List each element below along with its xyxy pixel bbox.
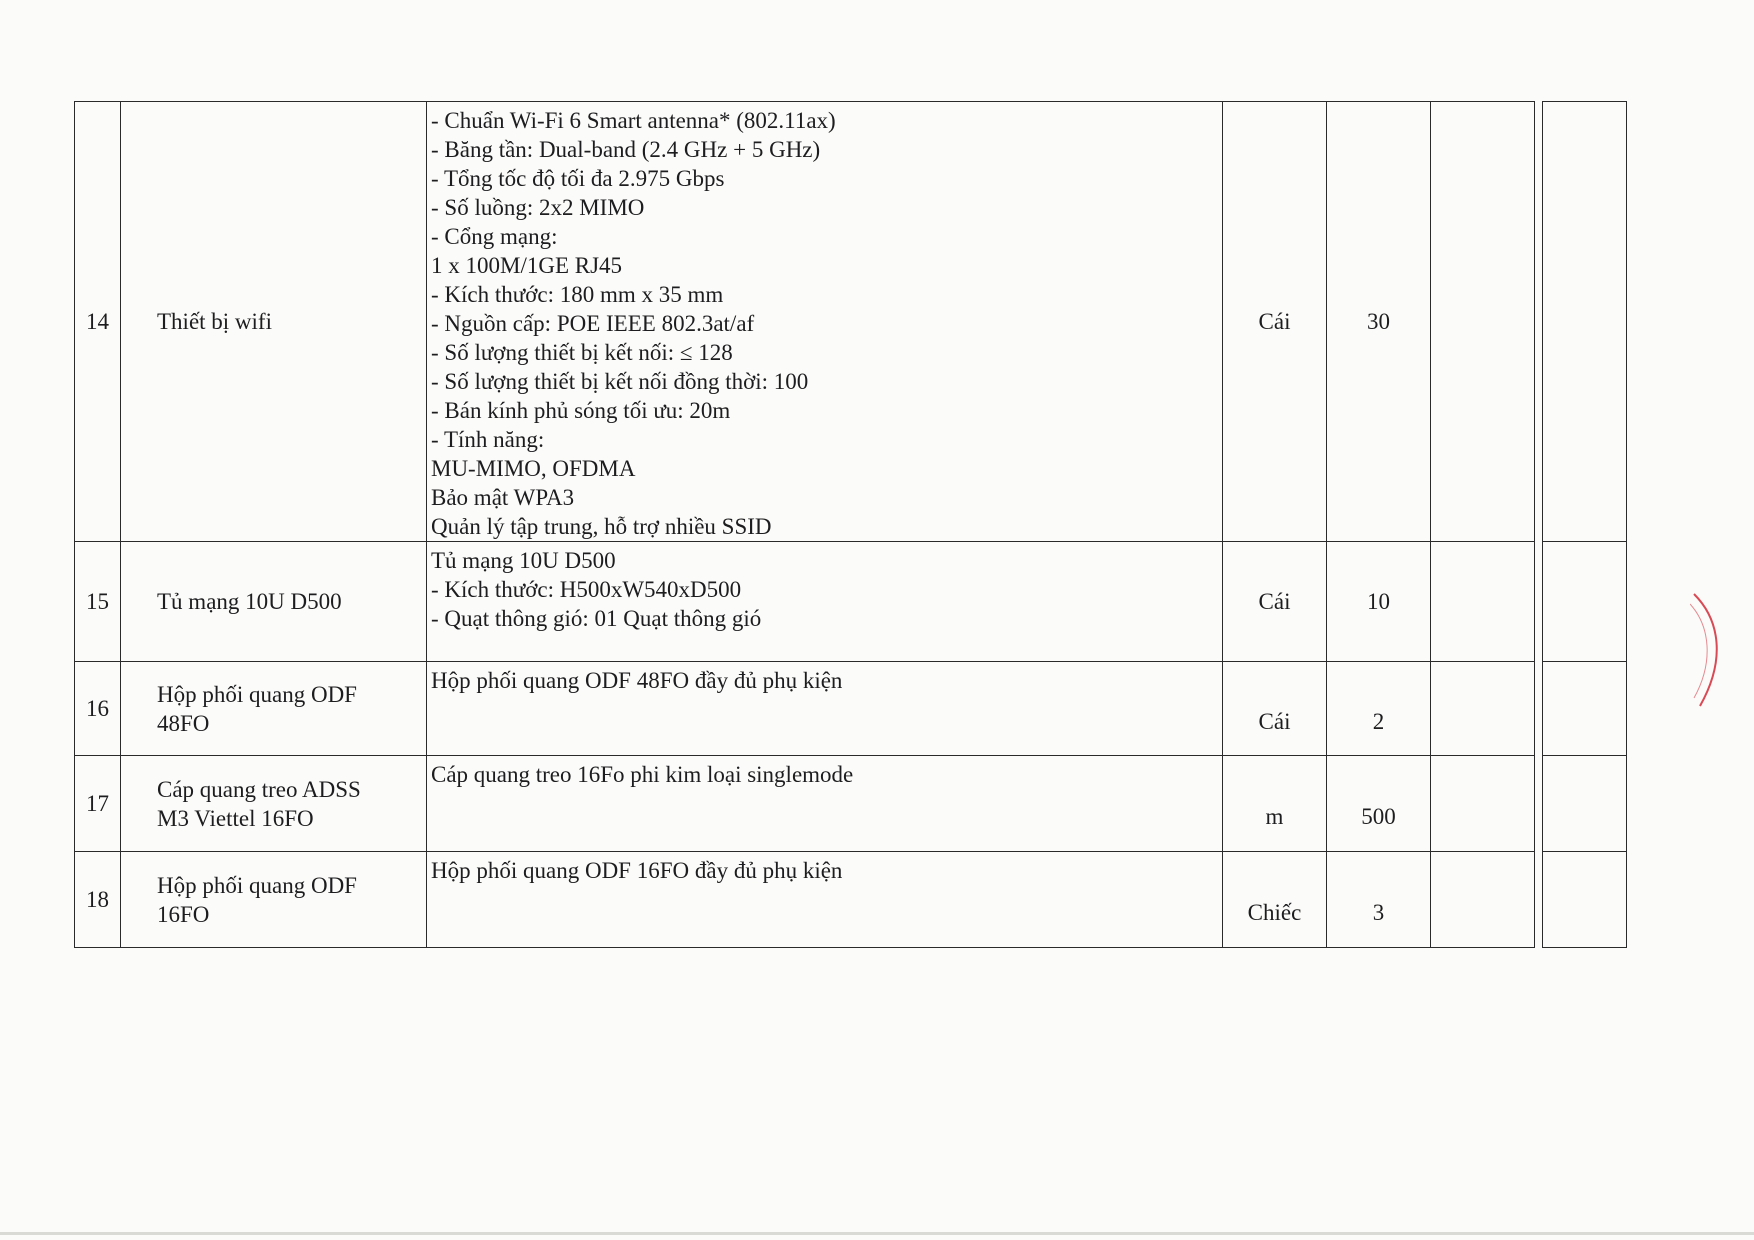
spec-line: - Tổng tốc độ tối đa 2.975 Gbps [431, 166, 725, 191]
spec-line: - Băng tần: Dual-band (2.4 GHz + 5 GHz) [431, 137, 821, 162]
spec-line: Hộp phối quang ODF 48FO đầy đủ phụ kiện [431, 668, 843, 693]
item-name-line: 48FO [157, 710, 210, 736]
item-spec [427, 662, 1223, 756]
scan-edge-line [0, 1232, 1754, 1235]
table-row [75, 756, 1627, 852]
item-name: Thiết bị wifi [121, 102, 427, 542]
spec-line: - Số luồng: 2x2 MIMO [431, 195, 645, 220]
empty-cell [1543, 756, 1627, 852]
item-quantity-text: 500 [1361, 804, 1396, 829]
spec-line: - Chuẩn Wi-Fi 6 Smart antenna* (802.11ax) [431, 108, 836, 133]
item-unit [1223, 662, 1327, 756]
spec-line: MU-MIMO, OFDMA [431, 456, 636, 481]
item-name: Tủ mạng 10U D500 [121, 542, 427, 662]
empty-cell [1431, 542, 1535, 662]
item-quantity-text: 3 [1372, 900, 1385, 925]
empty-cell [1543, 542, 1627, 662]
item-unit-text: Cái [1258, 709, 1291, 734]
spec-line: Tủ mạng 10U D500 [431, 548, 616, 573]
spec-line: - Tính năng: [431, 427, 545, 452]
spec-line: - Bán kính phủ sóng tối ưu: 20m [431, 398, 731, 423]
table-row [75, 852, 1627, 948]
item-name [121, 852, 427, 948]
gap-cell [1535, 102, 1543, 542]
item-spec [427, 756, 1223, 852]
empty-cell [1543, 662, 1627, 756]
equipment-table [74, 101, 1627, 948]
item-quantity: 30 [1327, 102, 1431, 542]
item-unit: Cái [1223, 542, 1327, 662]
item-quantity: 10 [1327, 542, 1431, 662]
item-quantity [1327, 852, 1431, 948]
spec-line: 1 x 100M/1GE RJ45 [431, 253, 623, 278]
item-name-line: M3 Viettel 16FO [157, 805, 314, 831]
spec-line: - Số lượng thiết bị kết nối đồng thời: 100 [431, 369, 809, 394]
row-number: 17 [75, 756, 121, 852]
gap-cell [1535, 542, 1543, 662]
spec-line: Quản lý tập trung, hỗ trợ nhiều SSID [431, 514, 772, 539]
item-name-line: Hộp phối quang ODF [157, 872, 357, 898]
item-unit-text: m [1265, 804, 1284, 829]
spec-line: - Quạt thông gió: 01 Quạt thông gió [431, 606, 762, 631]
item-unit: Cái [1223, 102, 1327, 542]
row-number: 14 [75, 102, 121, 542]
empty-cell [1431, 102, 1535, 542]
spec-line: Hộp phối quang ODF 16FO đầy đủ phụ kiện [431, 858, 843, 883]
empty-cell [1543, 852, 1627, 948]
gap-cell [1535, 852, 1543, 948]
row-number: 18 [75, 852, 121, 948]
table-row [75, 662, 1627, 756]
item-spec [427, 102, 1223, 542]
item-unit [1223, 756, 1327, 852]
item-name [121, 662, 427, 756]
item-spec [427, 542, 1223, 662]
gap-cell [1535, 662, 1543, 756]
empty-cell [1431, 662, 1535, 756]
item-quantity [1327, 662, 1431, 756]
item-unit [1223, 852, 1327, 948]
spec-line: Bảo mật WPA3 [431, 485, 575, 510]
item-quantity [1327, 756, 1431, 852]
spec-line: - Cổng mạng: [431, 224, 558, 249]
spec-line: - Nguồn cấp: POE IEEE 802.3at/af [431, 311, 755, 336]
item-quantity-text: 2 [1372, 709, 1385, 734]
row-number: 16 [75, 662, 121, 756]
table-row [75, 542, 1627, 662]
spec-line: - Kích thước: H500xW540xD500 [431, 577, 742, 602]
item-name-line: 16FO [157, 901, 210, 927]
item-name [121, 756, 427, 852]
spec-line: - Số lượng thiết bị kết nối: ≤ 128 [431, 340, 733, 365]
item-name-line: Hộp phối quang ODF [157, 681, 357, 707]
empty-cell [1543, 102, 1627, 542]
gap-cell [1535, 756, 1543, 852]
empty-cell [1431, 852, 1535, 948]
table-row [75, 102, 1627, 542]
row-number: 15 [75, 542, 121, 662]
item-name-line: Cáp quang treo ADSS [157, 776, 361, 802]
spec-line: - Kích thước: 180 mm x 35 mm [431, 282, 724, 307]
item-unit-text: Chiếc [1247, 900, 1302, 925]
item-spec [427, 852, 1223, 948]
spec-line: Cáp quang treo 16Fo phi kim loại singlemode [431, 762, 854, 787]
empty-cell [1431, 756, 1535, 852]
red-seal-fragment [1690, 590, 1730, 710]
